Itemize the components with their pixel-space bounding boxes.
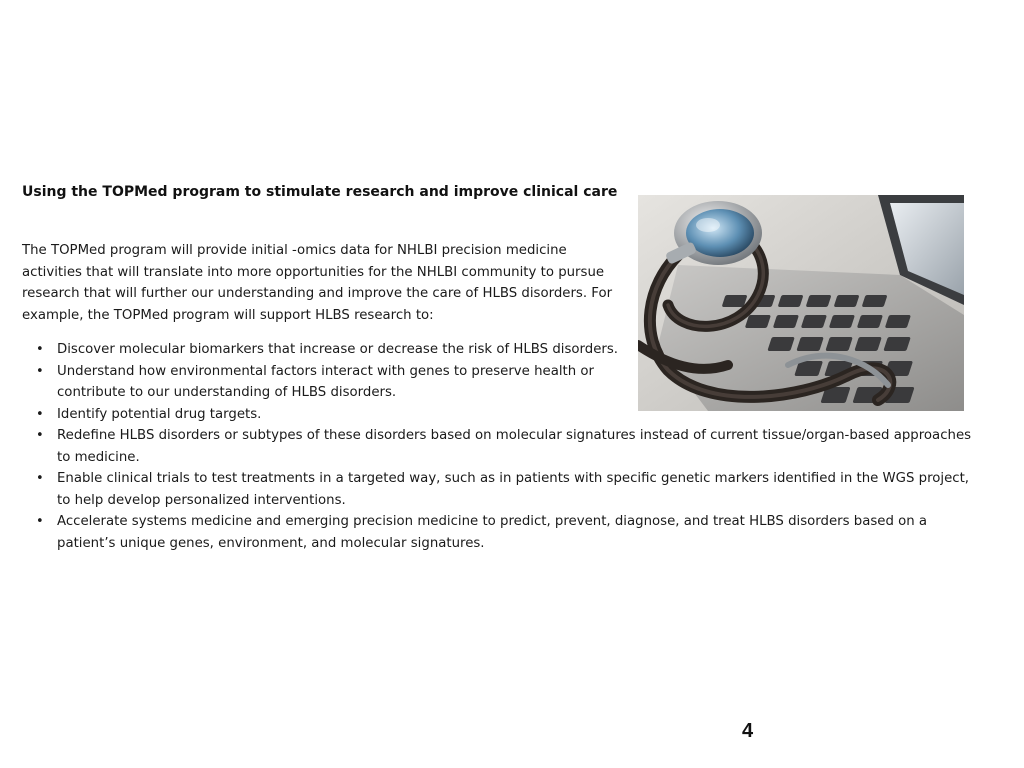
- page-number: 4: [742, 720, 754, 742]
- list-item: • Identify potential drug targets.: [22, 404, 972, 426]
- stethoscope-laptop-photo: [638, 195, 964, 411]
- list-item: • Enable clinical trials to test treatments in a targeted way, such as in patients with specific genetic markers identified in the WGS project, to help develop personalized interventions.: [22, 468, 972, 511]
- section-heading: Using the TOPMed program to stimulate research and improve clinical care: [22, 184, 618, 200]
- intro-paragraph: The TOPMed program will provide initial -omics data for NHLBI precision medicine activities that will translate into more opportunities for the NHLBI community to pursue research that will further our understanding and improve the care of HLBS disorders. For example, the TOPMed program will support HLBS research to:: [22, 243, 613, 323]
- list-item: • Discover molecular biomarkers that increase or decrease the risk of HLBS disorders.: [22, 339, 619, 361]
- list-item: • Understand how environmental factors interact with genes to preserve health or contribute to our understanding of HLBS disorders.: [22, 361, 619, 404]
- list-item: • Accelerate systems medicine and emerging precision medicine to predict, prevent, diagnose, and treat HLBS disorders based on a patient’s unique genes, environment, and molecular signatures.: [22, 511, 972, 554]
- list-item: • Redefine HLBS disorders or subtypes of these disorders based on molecular signatures instead of current tissue/organ-based approaches to medicine.: [22, 425, 972, 468]
